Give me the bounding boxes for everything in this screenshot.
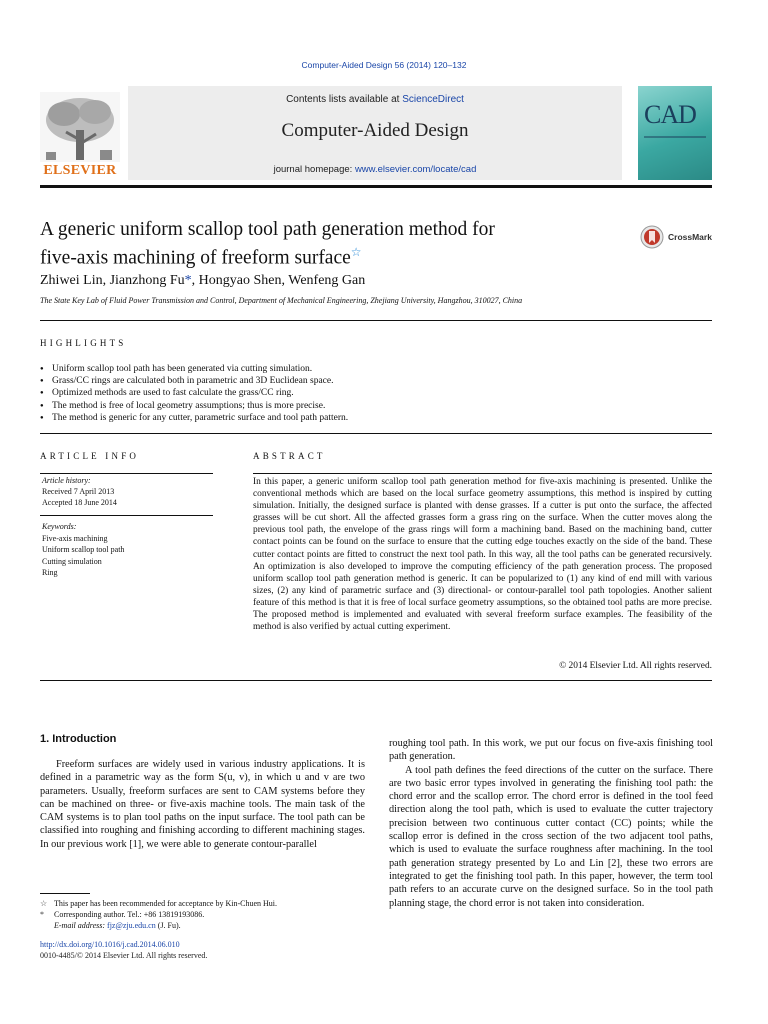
body-left-column — [40, 758, 365, 851]
homepage-link[interactable]: www.elsevier.com/locate/cad — [354, 164, 477, 175]
footnotes — [40, 898, 370, 931]
header-divider — [40, 185, 712, 188]
affiliation: The State Key Lab of Fluid Power Transmission and Control, Department of Mechanical Engineering, Zhejiang University, Hangzhou, 310027, China — [40, 296, 523, 305]
abstract-heading: ABSTRACT — [253, 451, 326, 461]
keyword-item: Uniform scallop tool path — [42, 545, 125, 554]
author-list — [40, 273, 640, 289]
publisher-name: ELSEVIER — [43, 163, 117, 178]
journal-homepage — [128, 164, 622, 175]
article-info-heading: ARTICLE INFO — [40, 451, 140, 461]
contents-availability — [128, 94, 622, 105]
crossmark-icon — [640, 225, 664, 249]
contents-prefix: Contents lists available at — [286, 94, 403, 105]
article-history-label: Article history: — [42, 476, 91, 485]
accepted-date: Accepted 18 June 2014 — [42, 498, 117, 507]
introduction-heading: 1. Introduction — [40, 733, 117, 745]
abstract-copyright: © 2014 Elsevier Ltd. All rights reserved. — [559, 661, 712, 671]
issn-line: 0010-4485/© 2014 Elsevier Ltd. All rights reserved. — [40, 951, 208, 960]
cover-divider — [644, 136, 706, 138]
highlights-heading: HIGHLIGHTS — [40, 338, 127, 348]
footnote-asterisk-symbol: * — [40, 910, 44, 919]
footnote-rule — [40, 893, 90, 894]
crossmark-badge[interactable] — [640, 225, 720, 251]
journal-citation[interactable]: Computer-Aided Design 56 (2014) 120–132 — [301, 60, 467, 70]
keyword-item: Five-axis machining — [42, 534, 108, 543]
keyword-item: Cutting simulation — [42, 557, 102, 566]
article-title — [40, 219, 600, 270]
journal-cover-image[interactable] — [638, 86, 712, 180]
title-line-1: A generic uniform scallop tool path generation method for — [40, 219, 495, 240]
corresponding-author-mark[interactable]: * — [184, 273, 192, 288]
keywords-label: Keywords: — [42, 522, 77, 531]
authors-first[interactable]: Zhiwei Lin, Jianzhong Fu — [40, 273, 185, 288]
doi-link[interactable]: http://dx.doi.org/10.1016/j.cad.2014.06.010 — [40, 940, 180, 949]
email-suffix: (J. Fu). — [155, 921, 181, 930]
highlights-top-rule — [40, 320, 712, 321]
keyword-item: Ring — [42, 568, 58, 577]
keywords-rule — [40, 515, 213, 516]
crossmark-label: CrossMark — [668, 232, 712, 242]
highlight-item: ● Optimized methods are used to fast calculate the grass/CC ring. — [40, 387, 712, 399]
body-right-column — [389, 737, 713, 910]
footnote-star-symbol: ☆ — [40, 899, 48, 908]
title-footnote-mark[interactable]: ☆ — [350, 245, 362, 259]
footnote-acceptance-text: This paper has been recommended for acceptance by Kin-Chuen Hui. — [54, 899, 278, 908]
journal-name: Computer-Aided Design — [281, 120, 469, 141]
email-label: E-mail address: — [54, 921, 108, 930]
homepage-prefix: journal homepage: — [273, 164, 355, 175]
cover-title: CAD — [644, 100, 696, 129]
highlight-item: ● The method is generic for any cutter, parametric surface and tool path pattern. — [40, 412, 712, 424]
sciencedirect-link[interactable]: ScienceDirect — [402, 94, 464, 105]
body-paragraph: roughing tool path. In this work, we put our focus on five-axis finishing tool path generation. — [389, 738, 713, 763]
footnote-email — [40, 920, 370, 931]
abstract-text: In this paper, a generic uniform scallop tool path generation method for five-axis machining is presented. Unlike the conventional methods which are based on the local surface geometry assumptions, this method is inspired by cutting simulation. Initially, the designed surface is planted with dense grasses. If a cutter is put onto the surface, the affected grasses will be cut short. All the affected grasses form a grass ring on the surface. When the cutter moves along the previous tool path, the envelope of the grass rings will form a machining band. Based on the machining band, cutter contact points can be found on the surface to ensure that the cutting edge touches exactly on the side of the band. These cutter contact points are fitted to construct the next tool path. In this way, all the tool paths can be generated recursively. An optimization is also developed to improve the computing efficiency of the path generation process. The proposed uniform scallop tool path generation method is generic. It can be popularized to (1) any kind of end mill with various sizes, (2) any kind of parametric surface and (3) directional- or contour-parallel tool path topologies. Another salient feature of this method is that it is free of local surface geometry assumptions, so the obtained tool paths are more precise. The proposed method is implemented and evaluated with several freeform surface examples. The feasibility of the method is also verified by actual cutting experiment. — [253, 477, 712, 633]
footnote-acceptance — [40, 898, 370, 909]
highlights-bottom-rule — [40, 433, 712, 434]
footnote-corresponding-text: Corresponding author. Tel.: +86 13819193086. — [54, 910, 205, 919]
highlight-item: ● Uniform scallop tool path has been generated via cutting simulation. — [40, 363, 712, 375]
body-paragraph: Freeform surfaces are widely used in various industry applications. It is defined in a parametric way as the form S(u, v), in which u and v are two parameters. Usually, freeform surfaces are sent to CAM systems before they can be machined on three- or five-axis machine tools. The main task of the CAM systems is to plan tool paths on the input surface. The tool path can be classified into roughing and finishing according to different machining stages. In our previous work [1], we were able to generate contour-parallel — [40, 759, 365, 850]
article-info-rule — [40, 473, 213, 474]
highlights-list — [40, 363, 712, 424]
received-date: Received 7 April 2013 — [42, 487, 115, 496]
body-paragraph: A tool path defines the feed directions of the cutter on the surface. There are two basic error types involved in generating the finishing tool path: the chord error and the scallop error. The chord error is defined in the tool feed direction along the tool path, which is used to evaluate the cutter trajectory precision between two continuous cutter contact (CC) points; while the scallop error is defined in the cross section of the two adjacent tool paths, which is used to evaluate the surface roughness after machining. In the tool path generation strategy presented by Lo and Lin [2], these two errors are integrated to get the finishing tool path. In this paper, however, the term tool path refers to an accurate curve on the designed surface. So in the tool path planning stage, the chord error is not taken into consideration. — [389, 764, 713, 909]
highlight-item: ● The method is free of local geometry assumptions; thus is more precise. — [40, 400, 712, 412]
highlight-item: ● Grass/CC rings are calculated both in parametric and 3D Euclidean space. — [40, 375, 712, 387]
title-line-2: five-axis machining of freeform surface — [40, 247, 351, 269]
abstract-rule — [253, 473, 712, 474]
email-link[interactable]: fjz@zju.edu.cn — [107, 921, 156, 930]
footnote-corresponding — [40, 909, 370, 920]
authors-rest[interactable]: , Hongyao Shen, Wenfeng Gan — [191, 273, 366, 288]
front-matter-rule — [40, 680, 712, 681]
